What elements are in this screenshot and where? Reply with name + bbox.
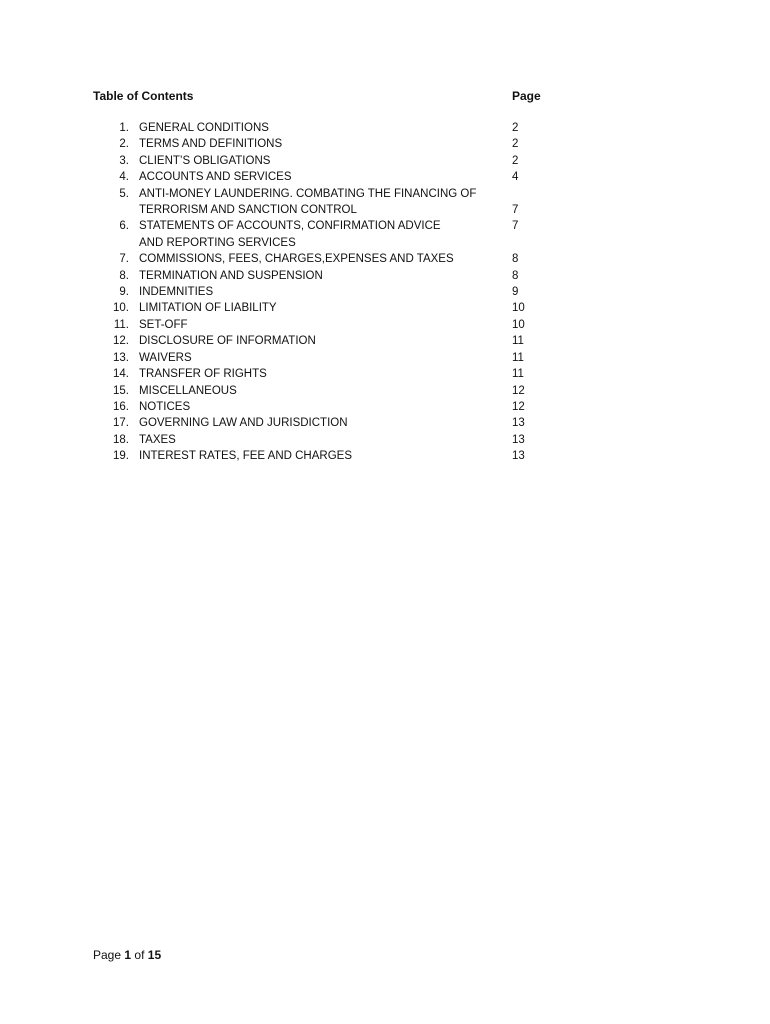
toc-entry-label: STATEMENTS OF ACCOUNTS, CONFIRMATION ADVICE AND REPORTING SERVICES (139, 220, 441, 249)
toc-entry-number: 15. (113, 384, 129, 397)
toc-entry-page: 13 (512, 417, 525, 430)
toc-entry (93, 218, 553, 251)
toc-entry (93, 120, 553, 136)
toc-entry-label: MISCELLANEOUS (139, 384, 237, 397)
toc-entry-page: 4 (512, 171, 519, 184)
toc-entry (93, 186, 553, 219)
toc-entry-page: 9 (512, 286, 519, 299)
toc-entry-number: 2. (119, 138, 129, 151)
toc-entry-number: 14. (113, 368, 129, 381)
toc-entry (93, 432, 553, 448)
toc-entry-number: 1. (119, 122, 129, 134)
toc-entry (93, 399, 553, 415)
toc-entry-label: INDEMNITIES (139, 286, 214, 299)
toc-entry (93, 153, 553, 169)
toc-entry-page: 12 (512, 400, 525, 413)
toc-entry-page: 8 (512, 253, 519, 266)
toc-entry-page: 2 (512, 122, 519, 134)
toc-entry-label: TAXES (139, 433, 176, 446)
toc-entry-label: GENERAL CONDITIONS (139, 122, 269, 134)
toc-entry-page: 11 (512, 368, 524, 381)
toc-entry-number: 5. (119, 187, 129, 200)
toc-entry-label: WAIVERS (139, 351, 192, 364)
toc-entry-label: SET-OFF (139, 318, 188, 331)
toc-list (93, 120, 553, 465)
toc-title: Table of Contents (93, 89, 194, 103)
toc-entry (93, 448, 553, 464)
toc-entry-number: 4. (119, 171, 129, 184)
toc-entry-page: 7 (512, 204, 519, 217)
toc-entry-page: 13 (512, 450, 525, 463)
toc-entry-number: 13. (113, 351, 129, 364)
toc-entry-label: COMMISSIONS, FEES, CHARGES,EXPENSES AND TAXES (139, 253, 454, 266)
toc-entry-label: TERMINATION AND SUSPENSION (139, 269, 323, 282)
toc-entry-label: TERMS AND DEFINITIONS (139, 138, 283, 151)
toc-entry-number: 7. (119, 253, 129, 266)
footer-page-prefix: Page (93, 948, 122, 962)
toc-entry-page: 10 (512, 302, 525, 315)
footer-of: of (134, 948, 145, 962)
toc-entry-label: CLIENT’S OBLIGATIONS (139, 154, 271, 167)
toc-entry (93, 333, 553, 349)
toc-entry-number: 11. (113, 318, 129, 331)
toc-entry-number: 18. (113, 433, 129, 446)
toc-entry-number: 19. (113, 450, 129, 463)
toc-entry (93, 317, 553, 333)
toc-entry (93, 169, 553, 185)
toc-entry-label: LIMITATION OF LIABILITY (139, 302, 277, 315)
toc-header (93, 89, 553, 105)
toc-entry-page: 11 (512, 351, 524, 364)
toc-entry-label: ANTI-MONEY LAUNDERING. COMBATING THE FINANCING OF TERRORISM AND SANCTION CONTROL (139, 187, 477, 217)
footer-current-page: 1 (124, 948, 132, 962)
toc-entry-page: 11 (512, 335, 524, 348)
toc-entry-label: TRANSFER OF RIGHTS (139, 368, 267, 381)
toc-entry-number: 6. (119, 220, 129, 233)
toc-entry-number: 17. (113, 417, 129, 430)
toc-entry-page: 10 (512, 318, 525, 331)
page-footer (93, 948, 161, 962)
toc-entry (93, 251, 553, 267)
toc-entry (93, 383, 553, 399)
toc-entry-number: 16. (113, 400, 129, 413)
toc-entry-label: NOTICES (139, 400, 191, 413)
page-column-heading: Page (512, 89, 541, 103)
toc-entry-number: 12. (113, 335, 129, 348)
toc-entry (93, 350, 553, 366)
toc-entry (93, 284, 553, 300)
toc-entry-page: 8 (512, 269, 519, 282)
toc-entry-label: DISCLOSURE OF INFORMATION (139, 335, 316, 348)
toc-entry-page: 12 (512, 384, 525, 397)
toc-entry-label: ACCOUNTS AND SERVICES (139, 171, 292, 184)
toc-entry-number: 8. (119, 269, 129, 282)
footer-total-pages: 15 (147, 948, 162, 962)
toc-entry (93, 136, 553, 152)
toc-entry (93, 300, 553, 316)
toc-entry-page: 13 (512, 433, 525, 446)
toc-entry-page: 2 (512, 154, 519, 167)
toc-entry-number: 10. (113, 302, 129, 315)
toc-entry (93, 415, 553, 431)
toc-entry-page: 7 (512, 220, 519, 233)
toc-entry-label: GOVERNING LAW AND JURISDICTION (139, 417, 348, 430)
toc-entry-number: 3. (119, 154, 129, 167)
toc-entry (93, 366, 553, 382)
toc-entry-number: 9. (119, 286, 129, 299)
toc-entry (93, 268, 553, 284)
toc-entry-page: 2 (512, 138, 519, 151)
toc-entry-label: INTEREST RATES, FEE AND CHARGES (139, 450, 353, 463)
